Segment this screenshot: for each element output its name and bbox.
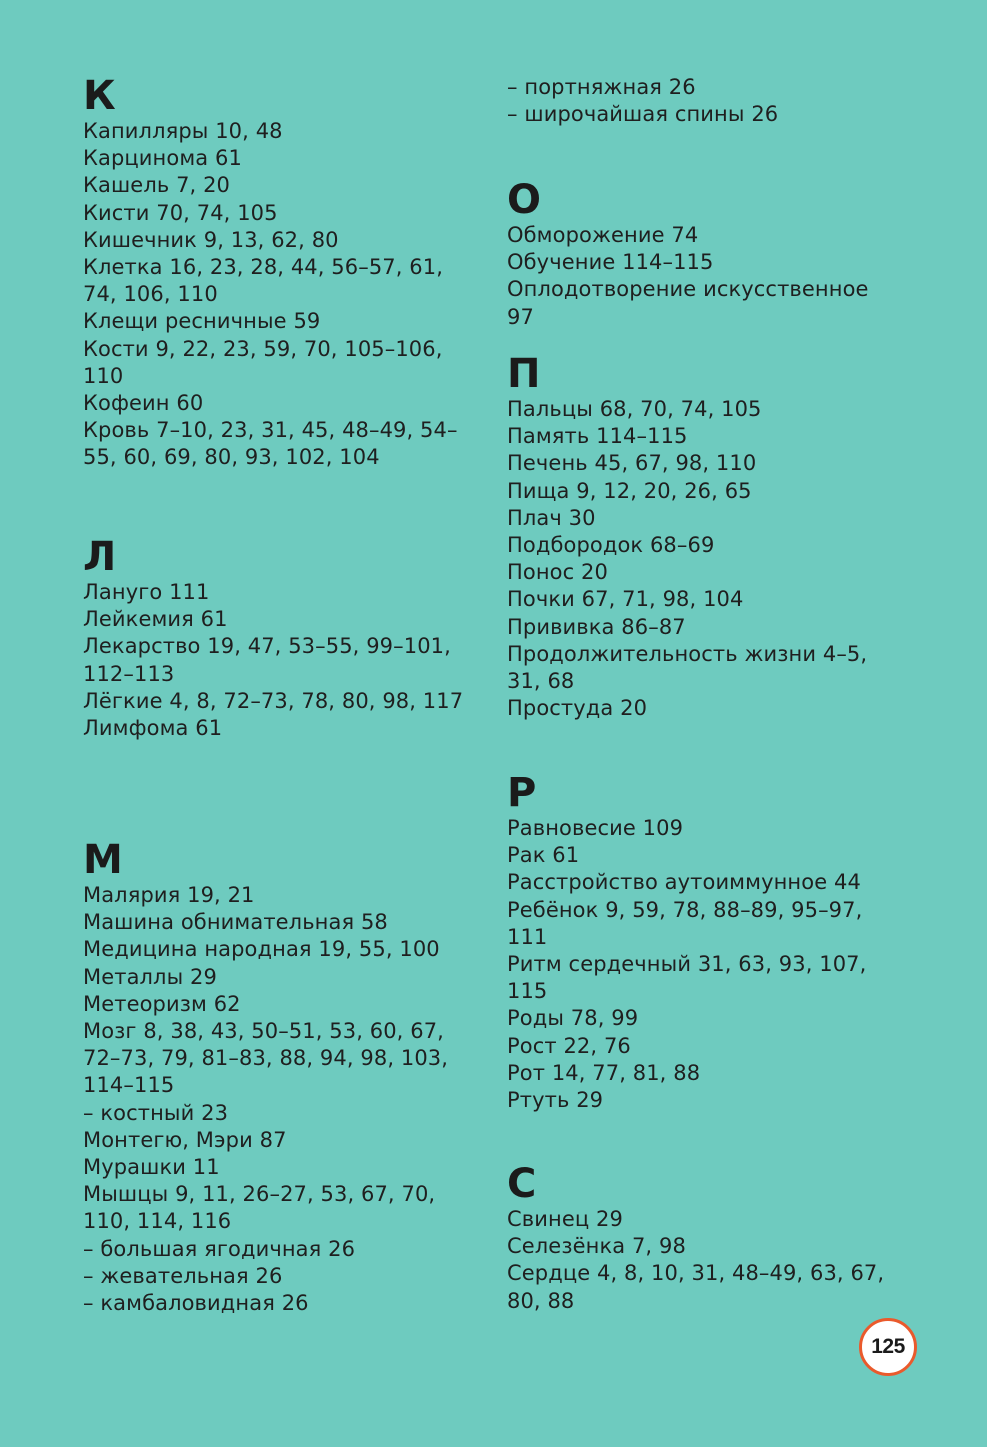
- entries-p: [507, 396, 902, 722]
- index-entry: Монтегю, Мэри 87: [83, 1127, 287, 1152]
- section-letter-l: Л: [83, 534, 117, 580]
- index-entry: Подбородок 68–69: [507, 533, 715, 558]
- index-entry: Лейкемия 61: [83, 607, 228, 632]
- index-entry: Обморожение 74: [507, 223, 699, 247]
- entries-m-continued: [507, 74, 902, 128]
- section-k: [83, 74, 478, 472]
- index-entry: Равновесие 109: [507, 816, 684, 840]
- index-entry: Мышцы 9, 11, 26–27, 53, 67, 70, 110, 114, 116: [83, 1182, 436, 1234]
- index-entry: Память 114–115: [507, 424, 688, 449]
- index-subentry: – жевательная 26: [83, 1263, 283, 1288]
- section-m-continued: [507, 74, 902, 128]
- section-letter-r: Р: [507, 770, 537, 816]
- index-entry: Лёгкие 4, 8, 72–73, 78, 80, 98, 117: [83, 688, 464, 713]
- entries-s: [507, 1206, 902, 1315]
- index-entry: Металлы 29: [83, 964, 217, 989]
- section-letter-o: О: [507, 177, 542, 223]
- index-subentry: – широчайшая спины 26: [507, 102, 779, 127]
- index-entry: Рот 14, 77, 81, 88: [507, 1060, 701, 1085]
- index-entry: Свинец 29: [507, 1207, 623, 1231]
- index-entry: Обучение 114–115: [507, 250, 714, 275]
- index-entry: Сердце 4, 8, 10, 31, 48–49, 63, 67, 80, 88: [507, 1261, 885, 1313]
- index-entry: Простуда 20: [507, 696, 648, 721]
- index-entry: Кости 9, 22, 23, 59, 70, 105–106, 110: [83, 336, 443, 388]
- index-entry: Карцинома 61: [83, 146, 242, 171]
- index-entry: Мурашки 11: [83, 1155, 220, 1180]
- entries-o: [507, 222, 902, 331]
- index-entry: Печень 45, 67, 98, 110: [507, 451, 757, 476]
- index-entry: Клетка 16, 23, 28, 44, 56–57, 61, 74, 106, 110: [83, 255, 443, 307]
- index-entry: Мозг 8, 38, 43, 50–51, 53, 60, 67, 72–73, 79, 81–83, 88, 94, 98, 103, 114–115: [83, 1019, 449, 1098]
- index-subentry: – камбаловидная 26: [83, 1291, 309, 1316]
- index-entry: Малярия 19, 21: [83, 883, 255, 907]
- section-o: [507, 178, 902, 331]
- section-r: [507, 771, 902, 1114]
- index-entry: Кофеин 60: [83, 391, 204, 416]
- index-entry: Почки 67, 71, 98, 104: [507, 587, 744, 612]
- section-letter-k: К: [83, 73, 116, 119]
- index-entry: Лимфома 61: [83, 716, 223, 741]
- index-entry: Ртуть 29: [507, 1088, 604, 1113]
- section-s: [507, 1162, 902, 1315]
- index-entry: Ритм сердечный 31, 63, 93, 107, 115: [507, 952, 867, 1004]
- section-p: [507, 352, 902, 722]
- index-entry: Кишечник 9, 13, 62, 80: [83, 227, 339, 252]
- index-entry: Медицина народная 19, 55, 100: [83, 937, 440, 962]
- index-entry: Клещи ресничные 59: [83, 309, 321, 334]
- index-entry: Продолжительность жизни 4–5, 31, 68: [507, 641, 868, 694]
- index-entry: Капилляры 10, 48: [83, 119, 283, 143]
- index-entry: Рак 61: [507, 843, 580, 868]
- index-entry: Кашель 7, 20: [83, 173, 231, 198]
- index-subentry: – портняжная 26: [507, 75, 696, 99]
- index-entry: Кровь 7–10, 23, 31, 45, 48–49, 54–55, 60, 69, 80, 93, 102, 104: [83, 418, 458, 470]
- section-letter-m: М: [83, 837, 123, 883]
- entries-r: [507, 815, 902, 1114]
- index-entry: Машина обнимательная 58: [83, 910, 388, 935]
- entries-l: [83, 579, 478, 742]
- index-entry: Пища 9, 12, 20, 26, 65: [507, 478, 752, 503]
- index-entry: Плач 30: [507, 505, 596, 530]
- index-entry: Метеоризм 62: [83, 991, 241, 1016]
- entries-k: [83, 118, 478, 472]
- index-entry: Пальцы 68, 70, 74, 105: [507, 397, 762, 421]
- index-entry: Рост 22, 76: [507, 1033, 631, 1058]
- index-entry: Селезёнка 7, 98: [507, 1234, 686, 1259]
- section-letter-p: П: [507, 351, 541, 397]
- section-letter-s: С: [507, 1161, 537, 1207]
- index-entry: Расстройство аутоиммунное 44: [507, 870, 861, 895]
- index-entry: Ребёнок 9, 59, 78, 88–89, 95–97, 111: [507, 897, 863, 949]
- index-entry: Лекарство 19, 47, 53–55, 99–101, 112–113: [83, 634, 451, 686]
- index-entry: Роды 78, 99: [507, 1006, 639, 1031]
- index-subentry: – костный 23: [83, 1100, 229, 1125]
- page-number-badge: 125: [859, 1318, 917, 1376]
- index-subentry: – большая ягодичная 26: [83, 1236, 356, 1261]
- index-entry: Прививка 86–87: [507, 614, 686, 639]
- index-entry: Кисти 70, 74, 105: [83, 200, 278, 225]
- index-entry: Оплодотворение искусственное 97: [507, 277, 869, 329]
- section-m: [83, 838, 478, 1317]
- section-l: [83, 535, 478, 742]
- index-entry: Понос 20: [507, 560, 608, 585]
- index-entry: Лануго 111: [83, 580, 210, 604]
- entries-m: [83, 882, 478, 1317]
